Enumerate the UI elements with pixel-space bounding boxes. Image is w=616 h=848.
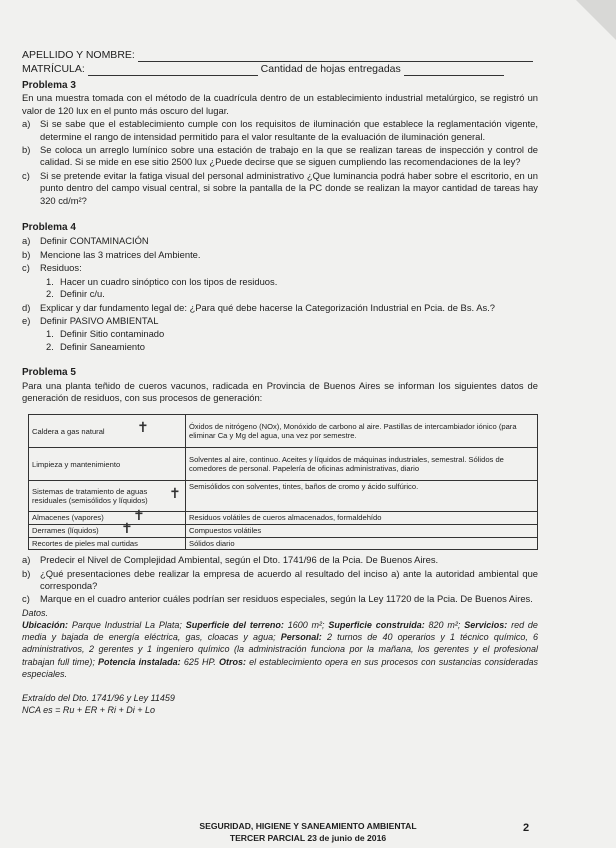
problem-5-intro: Para una planta teñido de cueros vacunos, radicada en Provincia de Buenos Aires se informan los siguientes datos de generación de residuos, con sus procesos de generación: bbox=[22, 379, 538, 403]
table-row: Sistemas de tratamiento de aguas residuales (semisólidos y líquidos) ✝ Semisólidos con solventes, tintes, baños de cromo y ácido sulfúrico. bbox=[29, 481, 538, 512]
problem-3-item-a: a) Si se sabe que el establecimiento cumple con los requisitos de iluminación que establece la reglamentación vigente, determine el rango de intensidad permitido para el valor resultante de la evaluación de iluminación general. bbox=[22, 118, 538, 142]
problem-4-item-d: d) Explicar y dar fundamento legal de: ¿Para qué debe hacerse la Categorización Industrial en Pcia. de Bs. As.? bbox=[22, 301, 495, 313]
matricula-blank bbox=[88, 65, 258, 76]
problem-5-item-b: b) ¿Qué presentaciones debe realizar la empresa de acuerdo al resultado del inciso a) ante la autoridad ambiental que corresponda? bbox=[22, 567, 538, 591]
data-section bbox=[22, 607, 538, 717]
exam-content bbox=[22, 48, 538, 716]
problem-3-title: Problema 3 bbox=[22, 80, 76, 91]
problem-4-item-a: a) Definir CONTAMINACIÓN bbox=[22, 235, 149, 247]
problem-4-item-c: c) Residuos: bbox=[22, 262, 82, 274]
problem-3-item-c: c) Si se pretende evitar la fatiga visual del personal administrativo ¿Que luminancia podrá haber sobre el escritorio, en un punto dentro del campo visual central, si sobre la pantalla de la PC donde se realizan la mayor cantidad de tareas hay 320 cd/m²? bbox=[22, 169, 538, 206]
exam-date: TERCER PARCIAL 23 de junio de 2016 bbox=[229, 833, 387, 843]
problem-4-item-e: e) Definir PASIVO AMBIENTAL bbox=[22, 314, 159, 326]
table-row: Derrames (líquidos) ✝ Compuestos volátiles bbox=[29, 524, 538, 537]
name-label: APELLIDO Y NOMBRE: bbox=[22, 49, 135, 61]
handwritten-mark-icon: ✝ bbox=[137, 420, 149, 437]
problem-4-c-sub-1: 1. Hacer un cuadro sinóptico con los tipos de residuos. bbox=[46, 275, 278, 287]
table-row: Limpieza y mantenimiento Solventes al aire, continuo. Aceites y líquidos de máquinas industriales, semestral. Sólidos de comedores de personal. Papelería de oficinas administrativas, diario bbox=[29, 448, 538, 481]
problem-4-e-sub-2: 2. Definir Saneamiento bbox=[46, 340, 145, 352]
table-row: Almacenes (vapores) ✝ Residuos volátiles de cueros almacenados, formaldehído bbox=[29, 512, 538, 525]
problem-3-item-b: b) Se coloca un arreglo lumínico sobre una estación de trabajo en la que se realizan tareas de inspección y control de calidad. Si se mide en ese sitio 2500 lux ¿Puede decirse que se siguen cumpliendo las recomendaciones de la ley? bbox=[22, 144, 538, 168]
problem-4-title: Problema 4 bbox=[22, 222, 76, 234]
course-name: SEGURIDAD, HIGIENE Y SANEAMIENTO AMBIENTAL bbox=[199, 821, 417, 831]
table-row: Recortes de pieles mal curtidas Sólidos diario bbox=[29, 537, 538, 550]
page-number: 2 bbox=[523, 822, 530, 834]
waste-table bbox=[28, 414, 538, 550]
data-paragraph: Ubicación: Parque Industrial La Plata; Superficie del terreno: 1600 m²; Superficie construida: 820 m²; Servicios: red de media y bajada de energía eléctrica, gas, cloacas y agua; Personal: 2 turnos de 40 operarios y 1 técnico químico, 6 administrativos, 2 gerentes y 1 ingeniero químico (la administración funciona por la mañana, los gerentes y el profesional trabajan full time); Potencia instalada: 625 HP. Otros: el establecimiento opera en sus procesos con sustancias consideradas especiales. bbox=[22, 619, 539, 679]
table-row: Caldera a gas natural ✝ Óxidos de nitrógeno (NOx), Monóxido de carbono al aire. Pastillas de intercambiador iónico (para eliminar Ca y Mg del agua, una vez por semestre. bbox=[29, 415, 538, 448]
name-blank bbox=[138, 51, 533, 62]
name-row bbox=[22, 48, 538, 62]
folded-corner bbox=[576, 0, 616, 40]
data-title: Datos. bbox=[22, 607, 49, 618]
problem-4-e-sub-1: 1. Definir Sitio contaminado bbox=[46, 328, 165, 340]
matricula-label: MATRÍCULA: bbox=[22, 63, 85, 75]
sheets-blank bbox=[404, 65, 504, 76]
sheets-label: Cantidad de hojas entregadas bbox=[260, 63, 401, 75]
problem-5-item-c: c) Marque en el cuadro anterior cuáles podrían ser residuos especiales, según la Ley 11720 de la Pcia. De Buenos Aires. bbox=[22, 593, 533, 605]
handwritten-mark-icon: ✝ bbox=[169, 486, 181, 503]
handwritten-mark-icon: ✝ bbox=[133, 508, 145, 525]
extract-source: Extraído del Dto. 1741/96 y Ley 11459 bbox=[22, 692, 175, 703]
problem-5-title: Problema 5 bbox=[22, 367, 76, 379]
problem-5-item-a: a) Predecir el Nivel de Complejidad Ambiental, según el Dto. 1741/96 de la Pcia. De Buenos Aires. bbox=[22, 554, 439, 566]
nca-formula: NCA es = Ru + ER + Ri + Di + Lo bbox=[22, 705, 155, 716]
problem-3-intro: En una muestra tomada con el método de la cuadrícula dentro de un establecimiento industrial metalúrgico, se registró un valor de 120 lux en el punto más oscuro del lugar. bbox=[22, 92, 538, 116]
problem-4-item-b: b) Mencione las 3 matrices del Ambiente. bbox=[22, 248, 201, 260]
matricula-row bbox=[22, 62, 538, 76]
problem-4-c-sub-2: 2. Definir c/u. bbox=[46, 288, 105, 300]
handwritten-mark-icon: ✝ bbox=[121, 520, 133, 537]
